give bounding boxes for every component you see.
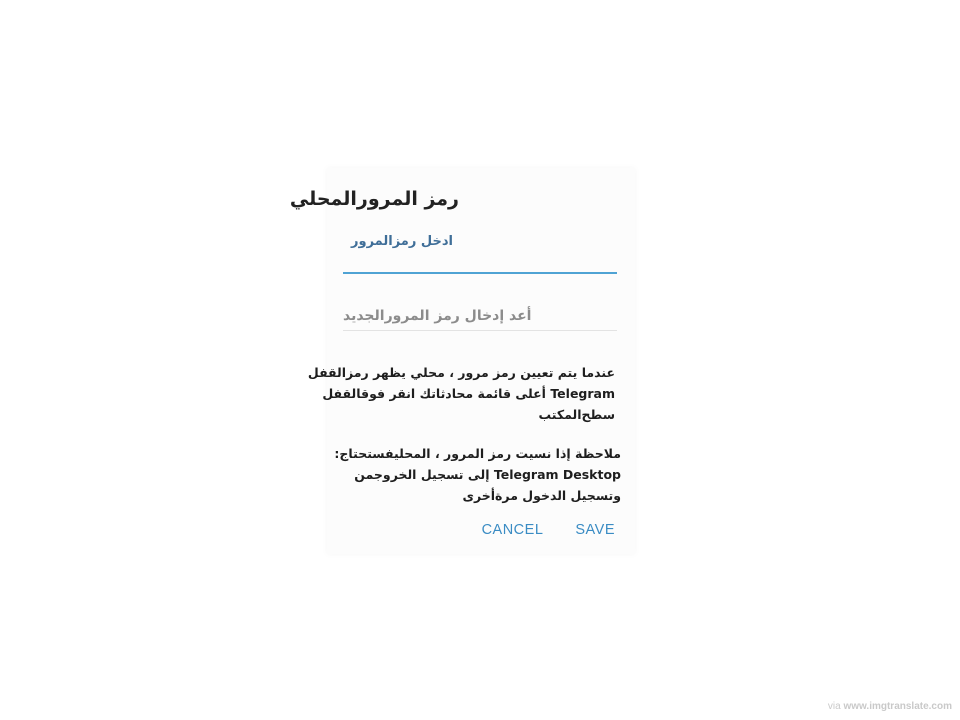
- passcode-input-label: ادخل رمزالمرور: [351, 234, 453, 249]
- info-line: عندما يتم تعيين رمز مرور ، محلي يظهر رمزالقفل: [307, 365, 615, 380]
- note-line: Telegram Desktop إلى تسجيل الخروجمن: [354, 467, 621, 482]
- note-line: وتسجيل الدخول مرةأخرى: [462, 488, 621, 503]
- watermark-site: www.imgtranslate.com: [843, 701, 952, 712]
- info-line: سطح‌المكتب: [538, 407, 615, 422]
- dialog-title: رمز المرورالمحلي: [289, 188, 459, 210]
- watermark-prefix: via: [827, 701, 841, 712]
- watermark: [828, 701, 952, 712]
- save-button[interactable]: SAVE: [575, 522, 615, 538]
- dialog-actions: [482, 522, 615, 538]
- passcode-note-text: [334, 443, 621, 506]
- cancel-button[interactable]: CANCEL: [481, 522, 544, 538]
- note-line: ملاحظة إذا نسيت رمز المرور ، المحليفستحتاج:: [334, 446, 621, 461]
- passcode-input[interactable]: [343, 226, 617, 274]
- confirm-passcode-input-label: أعد إدخال رمز المرورالجديد: [343, 308, 532, 324]
- confirm-passcode-input[interactable]: [343, 304, 617, 331]
- info-line: Telegram أعلى قائمة محادثاتك انقر فوقالقفل: [322, 386, 615, 401]
- passcode-info-text: [307, 362, 615, 425]
- local-passcode-dialog: [289, 168, 635, 554]
